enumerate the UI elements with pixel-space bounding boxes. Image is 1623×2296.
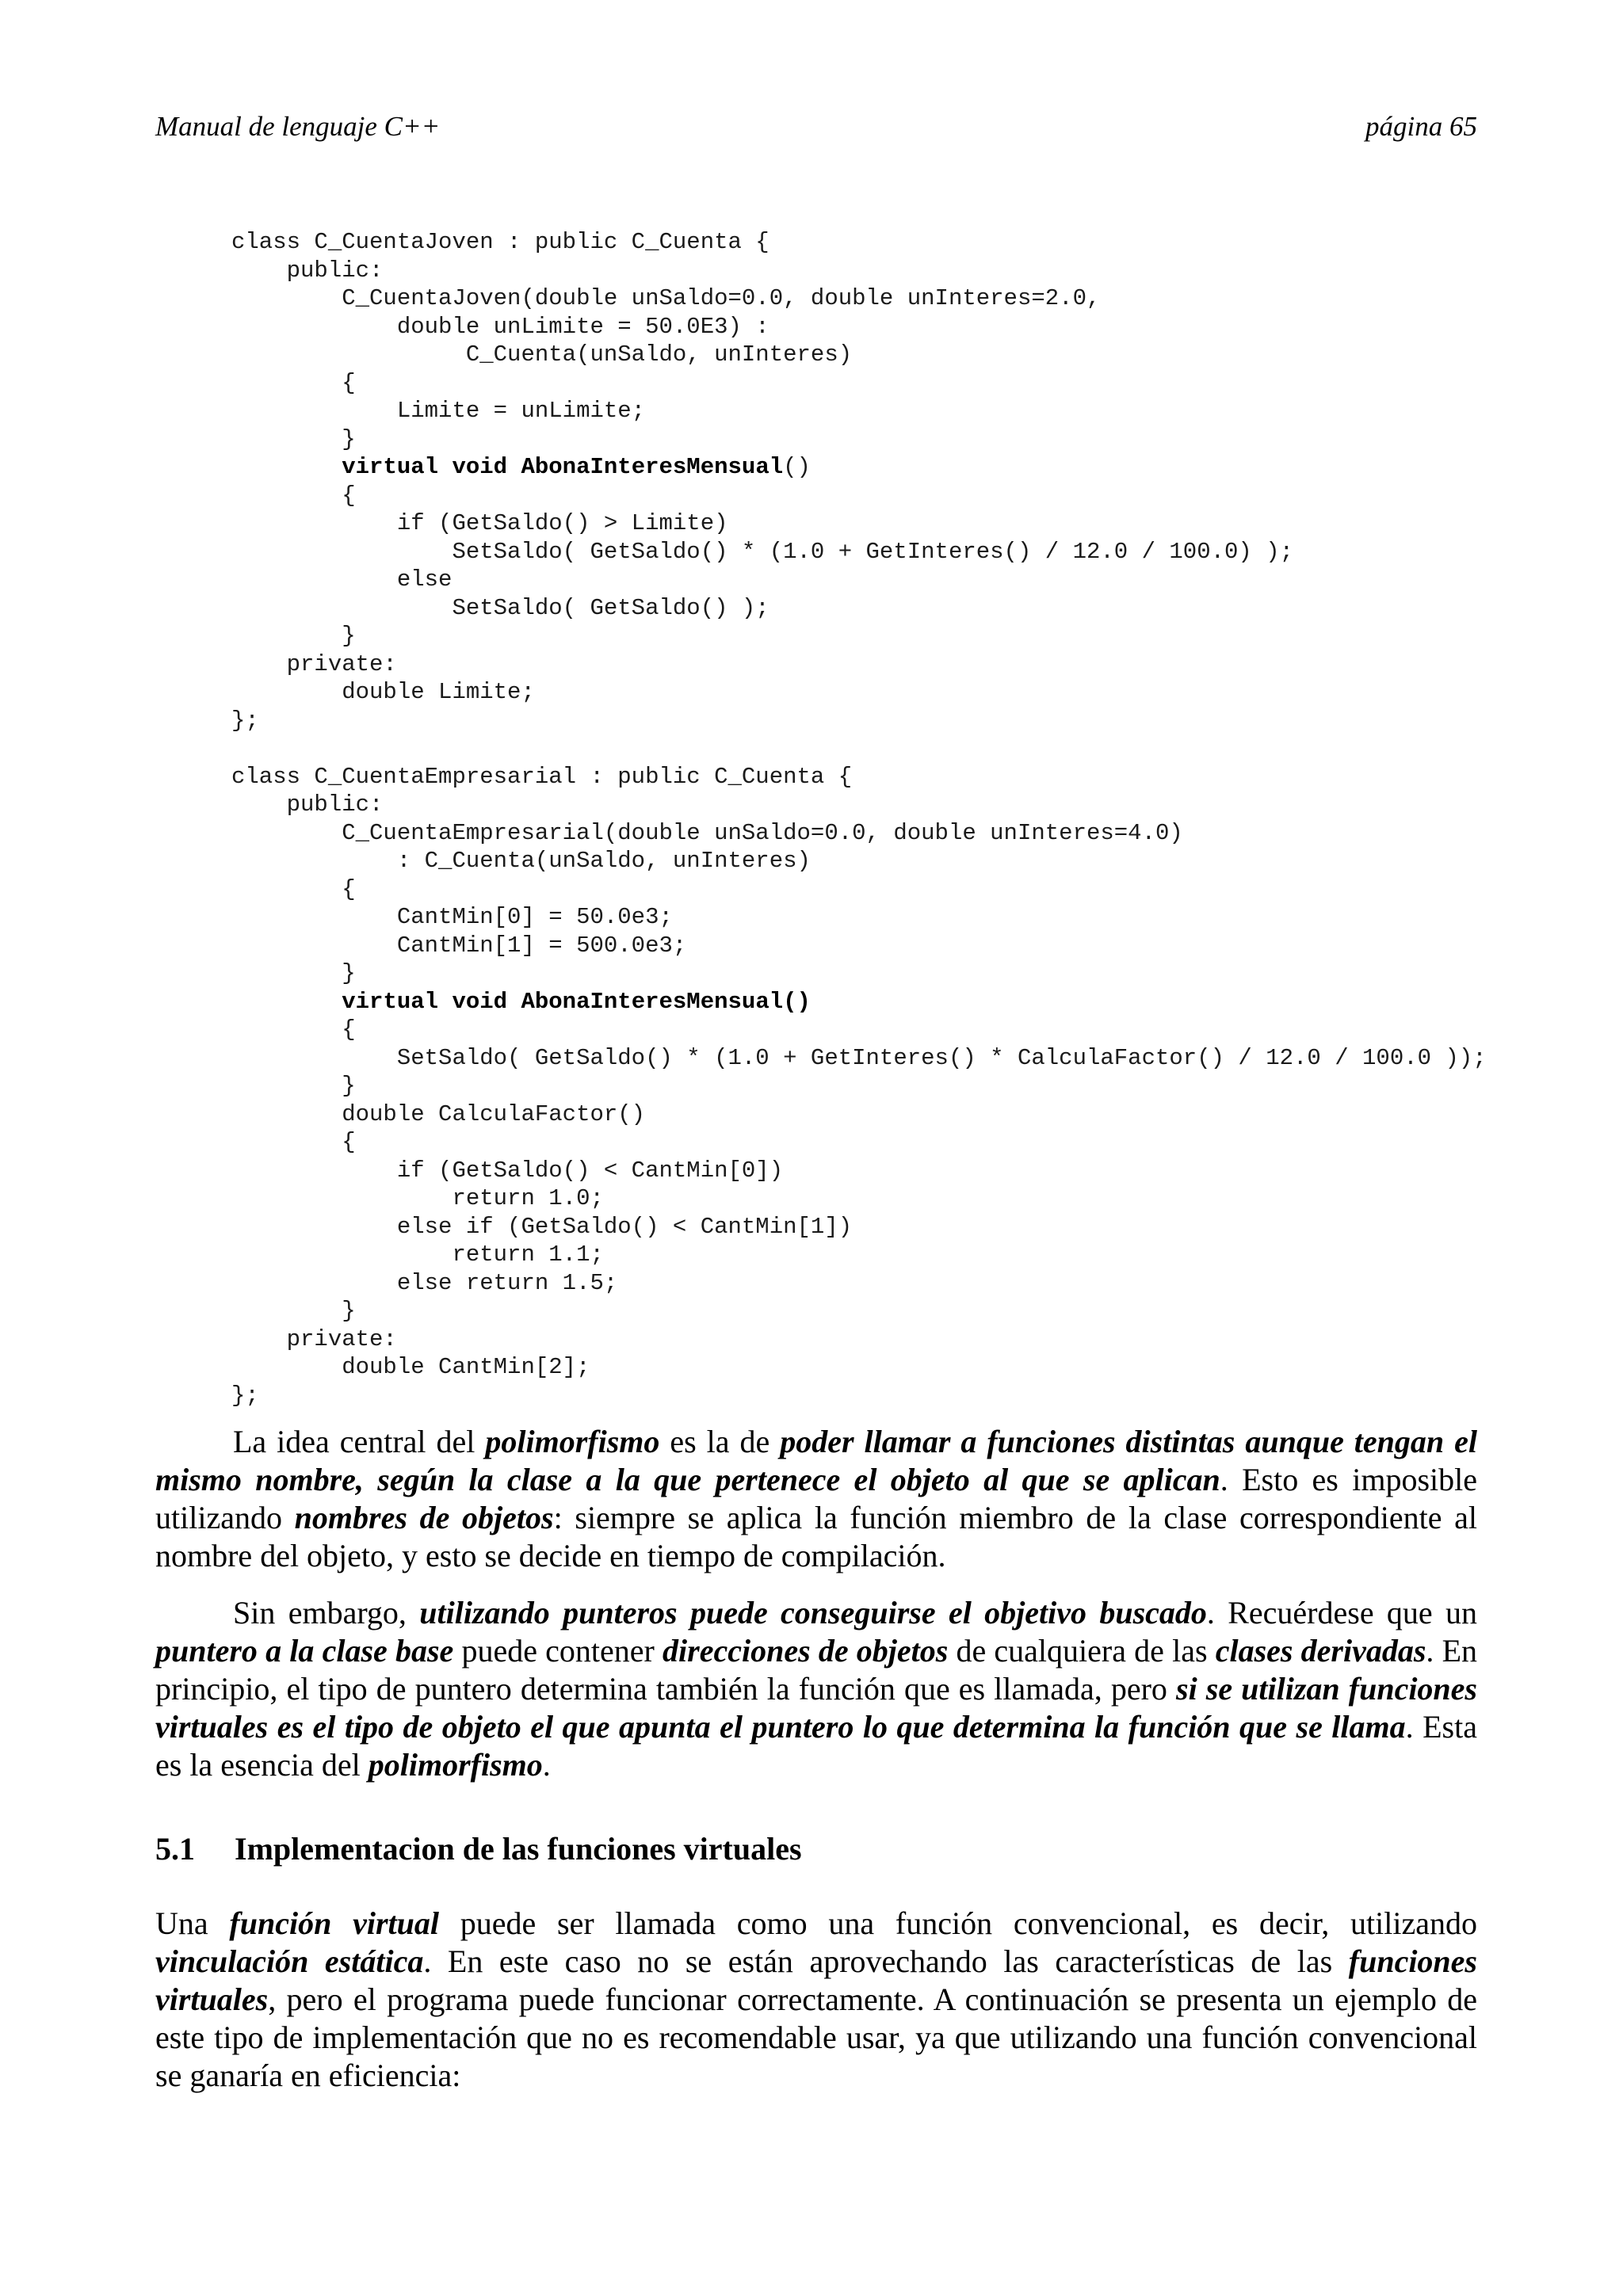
code-line bbox=[231, 425, 1579, 454]
code-text: }; bbox=[231, 707, 259, 734]
code-line bbox=[231, 1213, 1579, 1241]
code-text bbox=[231, 454, 342, 480]
emphasis-text: polimorfismo bbox=[485, 1424, 660, 1459]
emphasis-text: función virtual bbox=[229, 1905, 439, 1941]
emphasis-text: clases derivadas bbox=[1215, 1633, 1426, 1669]
code-text: double CantMin[2]; bbox=[231, 1354, 590, 1380]
paragraph-text: . En principio, el tipo de puntero determina también la función que es llamada, pero bbox=[155, 1633, 1478, 1707]
code-line bbox=[231, 707, 1579, 735]
code-keyword: virtual void AbonaInteresMensual() bbox=[342, 988, 811, 1015]
code-line bbox=[231, 622, 1579, 650]
emphasis-text: nombres de objetos bbox=[294, 1500, 554, 1535]
code-keyword: virtual void AbonaInteresMensual bbox=[342, 454, 784, 480]
code-text: double CalculaFactor() bbox=[231, 1100, 646, 1127]
code-line bbox=[231, 1128, 1579, 1157]
code-line bbox=[231, 257, 1579, 285]
code-line bbox=[231, 1044, 1579, 1073]
code-line bbox=[231, 453, 1579, 482]
code-line bbox=[231, 594, 1579, 623]
code-line bbox=[231, 566, 1579, 594]
paragraph-text: . En este caso no se están aprovechando las características de las bbox=[423, 1943, 1349, 1979]
code-text: { bbox=[231, 1016, 356, 1043]
code-line bbox=[231, 734, 1579, 763]
code-line bbox=[231, 1241, 1579, 1269]
paragraph-text: . Recuérdese que un bbox=[1206, 1595, 1478, 1630]
paragraph-text: : siempre se aplica la función miembro de la clase correspondiente al nombre del objeto, y esto se decide en tiempo de compilación. bbox=[155, 1500, 1478, 1573]
code-text: private: bbox=[231, 650, 397, 677]
code-text: if (GetSaldo() > Limite) bbox=[231, 510, 728, 536]
code-text: } bbox=[231, 425, 356, 452]
emphasis-text: poder llamar a funciones distintas aunque tengan el mismo nombre, según la clase a la que pertenece el objeto al que se aplican bbox=[155, 1424, 1477, 1497]
code-line bbox=[231, 538, 1579, 566]
emphasis-text: puntero a la clase base bbox=[155, 1633, 454, 1669]
emphasis-text: si se utilizan funciones virtuales es el tipo de objeto el que apunta el puntero lo que determina la función que se llama bbox=[155, 1671, 1477, 1745]
code-line bbox=[231, 932, 1579, 960]
code-line bbox=[231, 1325, 1579, 1354]
paragraph-text: Una bbox=[155, 1905, 230, 1941]
code-text: } bbox=[231, 1073, 356, 1099]
section-title: Implementacion de las funciones virtuales bbox=[235, 1831, 802, 1867]
code-text bbox=[231, 989, 342, 1015]
code-line bbox=[231, 1382, 1579, 1410]
code-text: { bbox=[231, 1129, 356, 1155]
paragraph-text: . Esta es la esencia del bbox=[155, 1709, 1477, 1783]
code-text: () bbox=[783, 454, 811, 480]
code-line bbox=[231, 341, 1579, 369]
code-text: double unLimite = 50.0E3) : bbox=[231, 313, 769, 340]
code-text: SetSaldo( GetSaldo() * (1.0 + GetInteres() / 12.0 / 100.0) ); bbox=[231, 538, 1294, 565]
code-text: }; bbox=[231, 1382, 259, 1409]
paragraph-text: La idea central del bbox=[233, 1424, 486, 1459]
code-line bbox=[231, 1072, 1579, 1100]
code-text: } bbox=[231, 1298, 356, 1324]
emphasis-text: vinculación estática bbox=[155, 1943, 424, 1979]
code-text: public: bbox=[231, 257, 384, 284]
paragraph-text: , pero el programa puede funcionar correctamente. A continuación se presenta un ejemplo de este tipo de implementación que no es recomendable usar, ya que utilizando una función convencional se ganaría en eficiencia: bbox=[155, 1981, 1477, 2093]
paragraph-text: . Esto es imposible utilizando bbox=[155, 1462, 1477, 1535]
code-line bbox=[231, 763, 1579, 791]
emphasis-text: direcciones de objetos bbox=[663, 1633, 949, 1669]
code-text: SetSaldo( GetSaldo() ); bbox=[231, 594, 769, 621]
code-line bbox=[231, 847, 1579, 875]
code-text: CantMin[0] = 50.0e3; bbox=[231, 904, 673, 930]
paragraph-text: puede ser llamada como una función convencional, es decir, utilizando bbox=[439, 1905, 1477, 1941]
code-line bbox=[231, 875, 1579, 904]
page-header bbox=[155, 111, 1477, 151]
code-text: } bbox=[231, 623, 356, 649]
paragraph-text: puede contener bbox=[453, 1633, 663, 1669]
body-text-block-2 bbox=[155, 1905, 1477, 2095]
code-text: private: bbox=[231, 1325, 397, 1352]
code-line bbox=[231, 959, 1579, 988]
page-number: página 65 bbox=[1365, 111, 1477, 142]
code-text: C_Cuenta(unSaldo, unInteres) bbox=[231, 341, 853, 368]
emphasis-text: polimorfismo bbox=[368, 1747, 543, 1783]
header-title: Manual de lenguaje C++ bbox=[155, 111, 441, 142]
code-line bbox=[231, 284, 1579, 313]
paragraph-funcion-virtual bbox=[155, 1905, 1477, 2095]
code-text: return 1.0; bbox=[231, 1185, 604, 1211]
body-text-block bbox=[155, 1423, 1477, 1784]
code-text: } bbox=[231, 960, 356, 986]
code-text: if (GetSaldo() < CantMin[0]) bbox=[231, 1157, 784, 1184]
code-text: return 1.1; bbox=[231, 1241, 604, 1268]
code-line bbox=[231, 1353, 1579, 1382]
code-line bbox=[231, 791, 1579, 819]
code-line bbox=[231, 1016, 1579, 1044]
code-line bbox=[231, 1269, 1579, 1298]
code-text: else return 1.5; bbox=[231, 1269, 618, 1296]
section-number: 5.1 bbox=[155, 1831, 195, 1867]
code-text: else if (GetSaldo() < CantMin[1]) bbox=[231, 1213, 853, 1240]
code-line bbox=[231, 903, 1579, 932]
code-text: class C_CuentaEmpresarial : public C_Cuenta { bbox=[231, 763, 853, 790]
section-heading bbox=[155, 1830, 1477, 1868]
code-line bbox=[231, 1297, 1579, 1325]
code-line bbox=[231, 988, 1579, 1016]
paragraph-polimorfismo bbox=[155, 1423, 1477, 1575]
code-text: public: bbox=[231, 791, 384, 818]
code-line bbox=[231, 1100, 1579, 1129]
paragraph-text: . bbox=[542, 1747, 551, 1783]
code-text: C_CuentaEmpresarial(double unSaldo=0.0, double unInteres=4.0) bbox=[231, 819, 1183, 846]
code-line bbox=[231, 678, 1579, 707]
paragraph-text: de cualquiera de las bbox=[948, 1633, 1216, 1669]
code-listing bbox=[231, 228, 1579, 1409]
emphasis-text: funciones virtuales bbox=[155, 1943, 1477, 2017]
code-text: { bbox=[231, 482, 356, 509]
code-line bbox=[231, 482, 1579, 510]
paragraph-text: es la de bbox=[659, 1424, 781, 1459]
code-line bbox=[231, 397, 1579, 425]
code-line bbox=[231, 819, 1579, 848]
code-line bbox=[231, 509, 1579, 538]
code-line bbox=[231, 650, 1579, 679]
code-text: { bbox=[231, 369, 356, 396]
code-text: CantMin[1] = 500.0e3; bbox=[231, 932, 687, 959]
code-text: C_CuentaJoven(double unSaldo=0.0, double unInteres=2.0, bbox=[231, 285, 1101, 311]
code-line bbox=[231, 369, 1579, 398]
code-text: double Limite; bbox=[231, 679, 535, 705]
code-text: else bbox=[231, 566, 453, 593]
code-text: class C_CuentaJoven : public C_Cuenta { bbox=[231, 229, 769, 255]
code-text: : C_Cuenta(unSaldo, unInteres) bbox=[231, 848, 811, 874]
paragraph-punteros bbox=[155, 1594, 1477, 1784]
code-text: Limite = unLimite; bbox=[231, 398, 646, 424]
code-line bbox=[231, 313, 1579, 341]
code-line bbox=[231, 228, 1579, 257]
paragraph-text: Sin embargo, bbox=[233, 1595, 420, 1630]
code-text: SetSaldo( GetSaldo() * (1.0 + GetInteres() * CalculaFactor() / 12.0 / 100.0 )); bbox=[231, 1044, 1487, 1071]
code-text: { bbox=[231, 875, 356, 902]
code-line bbox=[231, 1157, 1579, 1185]
code-line bbox=[231, 1184, 1579, 1213]
emphasis-text: utilizando punteros puede conseguirse el objetivo buscado bbox=[419, 1595, 1207, 1630]
